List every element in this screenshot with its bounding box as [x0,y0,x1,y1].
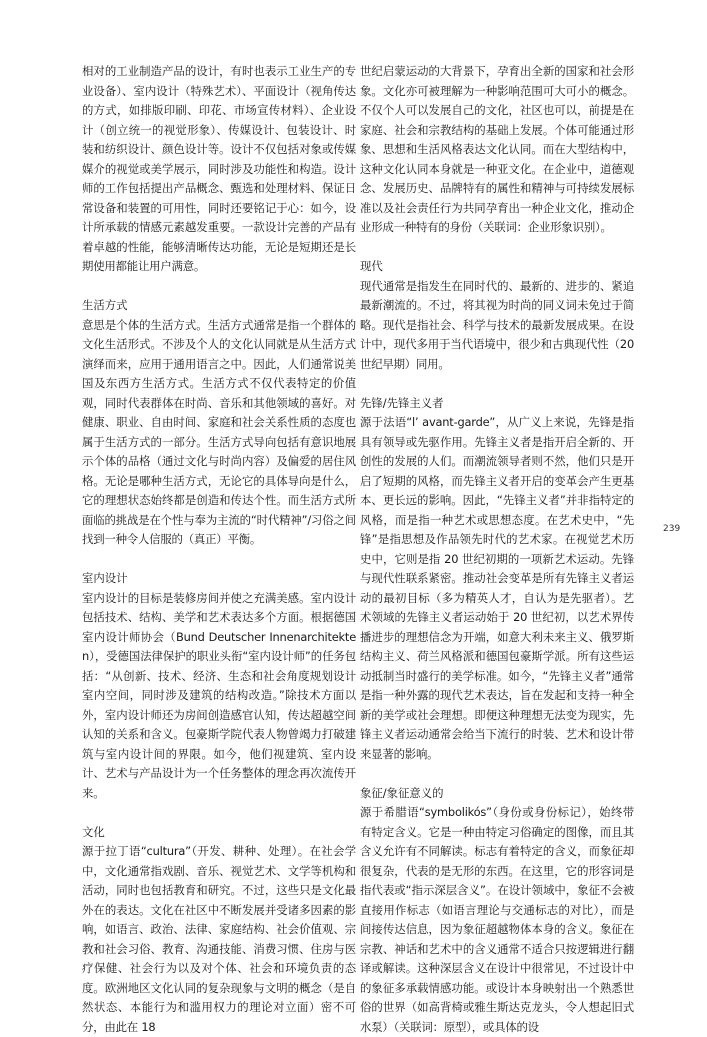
avant-garde-paragraph: 源于法语“l’ avant-garde”，从广义上来说，先锋是指具有领导或先驱作用。先锋主义者是指开启全新的、开创性的发展的人们。而潮流领导者则不然，他们只是开启了短期的风格，而先锋主义者开启的变革会产生更基本、更长远的影响。因此，“先锋主义者”并非指特定的风格，而是指一种艺术或思想态度。在艺术史中，“先锋”是指思想及作品领先时代的艺术家。在视觉艺术历史中，它则是指 20 世纪初期的一项新艺术运动。先锋与现代性联系紧密。推动社会变革是所有先锋主义者运动的最初目标（多为精英人才，自认为是先驱者）。艺术领域的先锋主义者运动始于 20 世纪初，以艺术界传播进步的理想信念为开端，如意大利未来主义、俄罗斯结构主义、荷兰风格派和德国包豪斯学派。所有这些运动抵制当时盛行的美学标准。如今，“先锋主义者”通常是指一种外露的现代艺术表达，旨在发起和支持一种全新的美学或社会理想。即便这种理想无法变为现实，先锋主义者运动通常会给当下流行的时装、艺术和设计带来显著的影响。 [360,415,634,761]
left-column [82,62,356,1037]
interior-design-paragraph: 室内设计的目标是装修房间并使之充满美感。室内设计包括技术、结构、美学和艺术表达多个方面。根据德国室内设计师协会（Bund Deutscher Innenarchitekten），受德国法律保护的职业头衔“室内设计师”的任务包括：“从创新、技术、经济、生态和社会角度规划设计室内空间，同时涉及建筑的结构改造。”除技术方面以外，室内设计师还为房间创造感官认知，传达超越空间认知的关系和含义。包豪斯学院代表人物曾竭力打破建筑与室内设计间的界限。如今，他们视建筑、室内设计、艺术与产品设计为一个任务整体的理念再次流传开来。 [82,590,356,800]
interior-design-heading: 室内设计 [82,571,128,585]
lifestyle-heading: 生活方式 [82,298,128,312]
modern-heading: 现代 [360,259,383,273]
culture-heading: 文化 [82,824,105,839]
design-paragraph: 相对的工业制造产品的设计，有时也表示工业生产的专业设备）、室内设计（特殊艺术）、平面设计（视角传达的方式，如排版印刷、印花、市场宣传材料）、企业设计（创立统一的视觉形象）、传媒设计、包装设计、时装和纺织设计、颜色设计等。设计不仅包括对象或传媒媒介的视觉或美学展示，同时涉及功能性和构造。设计师的工作包括提出产品概念、甄选和处理材料、保证日常设备和装置的可用性，同时还要铭记于心：如今，设计所承载的情感元素越发重要。一款设计完善的产品有着卓越的性能，能够清晰传达功能，无论是短期还是长期使用都能让用户满意。 [82,64,356,273]
page-number: 239 [663,524,681,534]
symbol-heading: 象征/象征意义的 [360,785,444,800]
culture-paragraph: 源于拉丁语“cultura”（开发、耕种、处理）。在社会学中，文化通常指戏剧、音乐、视觉艺术、文学等机构和活动，同时也包括教育和研究。不过，这些只是文化最外在的表达。文化在社区中不断发展并受诸多因素的影响，如语言、政治、法律、家庭结构、社会价值观、宗教和社会习俗、教育、沟通技能、消费习惯、住房与医疗保健、社会行为以及对个体、社会和环境负责的态度。欧洲地区文化认同的复杂现象与文明的概念（是自然状态、本能行为和滥用权力的理论对立面）密不可分，由此在 18 [82,844,356,1034]
avant-garde-heading: 先锋/先锋主义者 [360,395,444,410]
culture-continuation-paragraph: 世纪启蒙运动的大背景下，孕育出全新的国家和社会形象。文化亦可被理解为一种影响范围可大可小的概念。不仅个人可以发展自己的文化，社区也可以，前提是在家庭、社会和宗教结构的基础上发展。个体可能通过形象、思想和生活风格表达文化认同。而在大型结构中，这种文化认同本身就是一种亚文化。在企业中，道德观念、发展历史、品牌特有的属性和精神与可持续发展标准以及社会责任行为共同孕育出一种企业文化，推动企业形成一种特有的身份（关联词：企业形象识别）。 [360,64,634,234]
modern-paragraph: 现代通常是指发生在同时代的、最新的、进步的、紧追最新潮流的。不过，将其视为时尚的同义词未免过于简略。现代是指社会、科学与技术的最新发展成果。在设计中，现代多用于当代语境中，很少和古典现代性（20 世纪早期）同用。 [360,278,634,371]
lifestyle-paragraph: 意思是个体的生活方式。生活方式通常是指一个群体的文化生活形式。不涉及个人的文化认同就是从生活方式演绎而来，应用于通用语言之中。因此，人们通常说美国及东西方生活方式。生活方式不仅代表特定的价值观，同时代表群体在时尚、音乐和其他领域的喜好。对健康、职业、自由时间、家庭和社会关系性质的态度也属于生活方式的一部分。生活方式导向包括有意识地展示个体的品格（通过文化与时尚内容）及偏爱的居住风格。无论是哪种生活方式，无论它的具体导向是什么，它的理想状态始终都是创造和传达个性。而生活方式所面临的挑战是在个性与奉为主流的“时代精神”/习俗之间找到一种令人信服的（真正）平衡。 [82,317,356,546]
right-column [360,62,634,1037]
symbol-paragraph: 源于希腊语“symbolikós”（身份或身份标记），始终带有特定含义。它是一种由特定习俗确定的图像，而且其含义允许有不同解读。标志有着特定的含义，而象征却很复杂，代表的是无形的东西。在这里，它的形容词是指代表或“指示深层含义”。在设计领域中，象征不会被直接用作标志（如语言理论与交通标志的对比），而是间接传达信息，因为象征超越物体本身的含义。象征在宗教、神话和艺术中的含义通常不适合只按逻辑进行翻译或解读。这种深层含义在设计中很常见，不过设计中的象征多承载情感功能。或设计本身映射出一个熟悉世俗的世界（如高背椅或雅生斯达克龙头，令人想起旧式水泵）（关联词：原型），或具体的设 [360,805,634,1034]
